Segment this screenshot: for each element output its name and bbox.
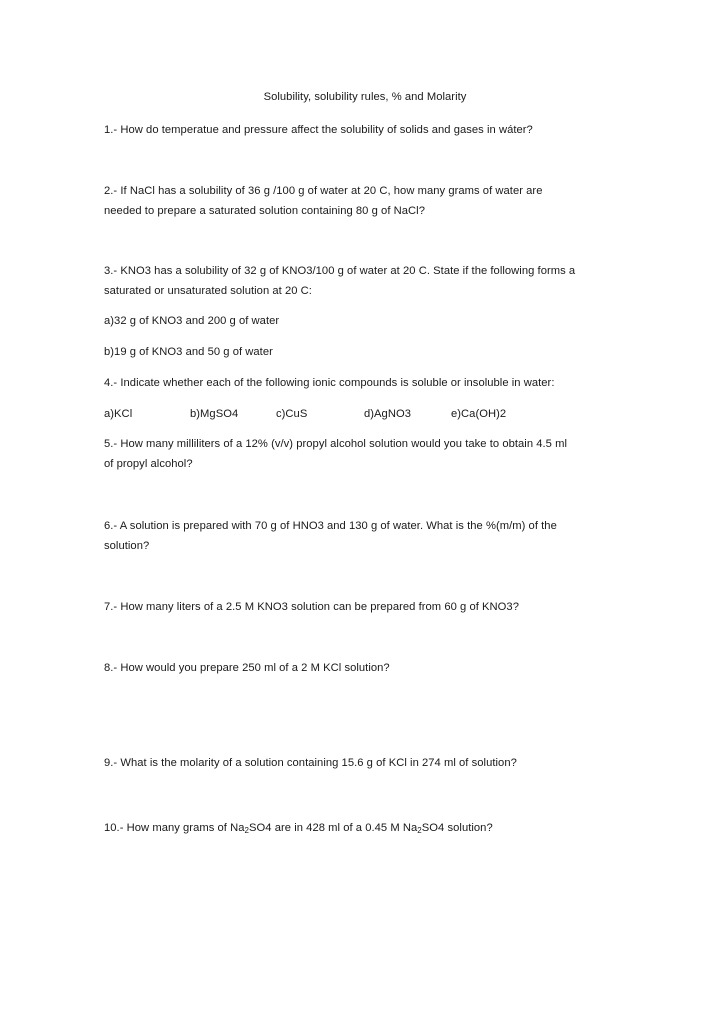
question-2-line-1: 2.- If NaCl has a solubility of 36 g /100 g of water at 20 C, how many grams of water are xyxy=(104,185,543,197)
question-10-part-2: SO4 are in 428 ml of a 0.45 M Na xyxy=(249,822,418,834)
page-title: Solubility, solubility rules, % and Molarity xyxy=(263,91,467,103)
question-10-part-1: 10.- How many grams of Na xyxy=(104,822,245,834)
subscript-2: 2 xyxy=(244,826,250,835)
question-2-line-2: needed to prepare a saturated solution containing 80 g of NaCl? xyxy=(104,205,425,217)
question-6-line-1: 6.- A solution is prepared with 70 g of HNO3 and 130 g of water. What is the %(m/m) of the xyxy=(104,520,557,532)
question-5-line-1: 5.- How many milliliters of a 12% (v/v) propyl alcohol solution would you take to obtain 4.5 ml xyxy=(104,438,568,450)
question-9: 9.- What is the molarity of a solution containing 15.6 g of KCl in 274 ml of solution? xyxy=(104,757,517,769)
question-3-line-1: 3.- KNO3 has a solubility of 32 g of KNO3/100 g of water at 20 C. State if the following forms a xyxy=(104,265,576,277)
question-6-line-2: solution? xyxy=(104,540,150,552)
question-7: 7.- How many liters of a 2.5 M KNO3 solution can be prepared from 60 g of KNO3? xyxy=(104,601,519,613)
subscript-2-second: 2 xyxy=(417,826,422,835)
question-5-line-2: of propyl alcohol? xyxy=(104,458,193,470)
question-3-option-a: a)32 g of KNO3 and 200 g of water xyxy=(104,315,280,327)
question-4: 4.- Indicate whether each of the following ionic compounds is soluble or insoluble in water: xyxy=(104,377,555,389)
question-3-option-b: b)19 g of KNO3 and 50 g of water xyxy=(104,346,273,358)
question-8: 8.- How would you prepare 250 ml of a 2 M KCl solution? xyxy=(104,662,390,674)
question-10-part-3: SO4 solution? xyxy=(421,822,493,834)
question-10 xyxy=(104,821,493,835)
question-4-option-c: c)CuS xyxy=(276,408,308,420)
question-1: 1.- How do temperatue and pressure affect the solubility of solids and gases in wáter? xyxy=(104,124,533,136)
question-4-option-b: b)MgSO4 xyxy=(190,408,239,420)
question-4-option-e: e)Ca(OH)2 xyxy=(451,408,507,420)
question-3-line-2: saturated or unsaturated solution at 20 C: xyxy=(104,285,312,297)
question-4-option-a: a)KCl xyxy=(104,408,133,420)
question-4-option-d: d)AgNO3 xyxy=(364,408,411,420)
